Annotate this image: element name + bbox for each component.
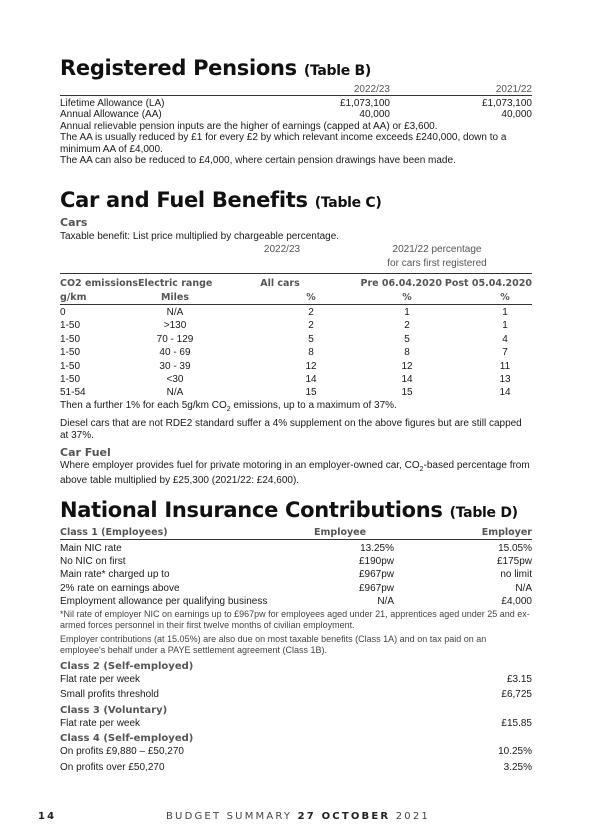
range-cell: >130 (163, 320, 187, 332)
co2-cell: 1-50 (60, 374, 81, 386)
nic-label: Main rate* charged up to (60, 569, 170, 581)
table-d-section (60, 498, 532, 775)
range-cell: <30 (166, 374, 184, 386)
class2-heading: Class 2 (Self-employed) (60, 660, 194, 672)
cars-intro: Taxable benefit: List price multiplied by chargeable percentage. (60, 231, 340, 242)
year-2021-22: 2021/22 percentage (392, 243, 482, 255)
rate-label: Small profits threshold (60, 689, 159, 701)
table-row (60, 555, 532, 568)
nil-rate-note: *Nil rate of employer NIC on earnings up to £967pw for employees aged under 21, apprentices aged under 25 and ex-armed forces personnel in their first twelve months of civilian employment. (60, 608, 530, 630)
co2-cell: 0 (60, 307, 66, 319)
pension-note: The AA is usually reduced by £1 for every £2 by which relevant income exceeds £240,000, down to a minimum AA of £4,000. (60, 132, 507, 155)
employer-value: £175pw (496, 556, 532, 568)
class1-rows (60, 542, 532, 608)
table-row (60, 360, 532, 373)
pre-2020-cell: 1 (404, 307, 410, 319)
all-cars-cell: 12 (305, 360, 317, 372)
rate-value: 3.25% (503, 761, 532, 773)
pension-note: The AA can also be reduced to £4,000, where certain pension drawings have been made. (60, 155, 456, 167)
table-row (60, 373, 532, 386)
class3-rows (60, 716, 532, 732)
post-2020-cell: 13 (499, 374, 511, 386)
range-cell: 30 - 39 (159, 360, 191, 372)
nic-label: Main NIC rate (60, 543, 122, 554)
all-cars-cell: 14 (305, 374, 317, 386)
employer-contrib-note: Employer contributions (at 15.05%) are also due on most taxable benefits (Class 1A) and on tax paid on an employee's behalf under a PAYE settlement agreement (Class 1B). (60, 633, 487, 655)
diesel-note: Diesel cars that are not RDE2 standard suffer a 4% supplement on the above figures but are still capped at 37%. (60, 418, 522, 442)
pre-2020-cell: 14 (401, 374, 413, 386)
post-2020-cell: 4 (502, 333, 508, 345)
post-2020-cell: 1 (502, 320, 508, 332)
section-title-nic (60, 498, 532, 522)
title-tag: (Table C) (314, 195, 382, 211)
post-2020-cell: 11 (499, 360, 511, 372)
table-row (60, 568, 532, 581)
car-fuel-heading: Car Fuel (60, 445, 111, 459)
class4-rows (60, 744, 532, 775)
cars-heading: Cars (60, 216, 88, 229)
table-row (60, 687, 532, 703)
post-2020-cell: 14 (499, 387, 511, 399)
all-cars-cell: 2 (308, 320, 314, 332)
title-tag: (Table D) (449, 505, 518, 521)
employee-value: £967pw (358, 569, 394, 581)
pension-note: Annual relievable pension inputs are the higher of earnings (capped at AA) or £3,600. (60, 120, 438, 132)
rate-label: On profits £9,880 – £50,270 (60, 746, 184, 758)
all-cars-cell: 8 (308, 347, 314, 359)
class3-heading: Class 3 (Voluntary) (60, 704, 168, 716)
co2-cell: 1-50 (60, 320, 81, 332)
all-cars-cell: 2 (308, 307, 314, 319)
divider (60, 273, 532, 274)
range-cell: 40 - 69 (159, 347, 191, 359)
rate-value: £6,725 (501, 689, 532, 701)
footer-title: BUDGET SUMMARY 27 OCTOBER 2021 (166, 811, 430, 822)
class4-heading: Class 4 (Self-employed) (60, 733, 194, 745)
nic-label: 2% rate on earnings above (60, 582, 180, 594)
car-years-header-2: for cars first registered (387, 258, 487, 270)
section-title-pensions (60, 56, 532, 80)
range-cell: N/A (166, 387, 184, 399)
rate-label: On profits over £50,270 (60, 761, 165, 773)
table-row (60, 595, 532, 608)
car-table-rows (60, 306, 532, 400)
table-b-header (60, 84, 532, 96)
employee-value: £190pw (358, 556, 394, 568)
page-footer (38, 811, 558, 822)
table-row (60, 333, 532, 346)
table-b-section (60, 56, 532, 167)
table-row (60, 582, 532, 595)
car-table-header: CO2 emissions Electric range All cars Pre 06.04.2020 Post 05.04.2020 (60, 277, 532, 289)
employer-value: £4,000 (501, 595, 532, 607)
title-text: Car and Fuel Benefits (60, 188, 308, 212)
table-row (60, 386, 532, 399)
all-cars-cell: 5 (308, 333, 314, 345)
rate-value: 10.25% (498, 746, 532, 758)
col-2021-22: 2021/22 (495, 84, 532, 95)
employer-value: no limit (500, 569, 532, 581)
co2-cell: 51-54 (60, 387, 86, 399)
co2-cell: 1-50 (60, 360, 81, 372)
table-row (60, 306, 532, 319)
employee-value: 13.25% (360, 543, 394, 554)
table-row (60, 716, 532, 732)
employer-value: 15.05% (498, 543, 532, 554)
table-row: Annual Allowance (AA) 40,000 40,000 (60, 109, 532, 120)
pre-2020-cell: 15 (401, 387, 413, 399)
employee-value: £967pw (358, 582, 394, 594)
range-cell: N/A (166, 307, 184, 319)
post-2020-cell: 7 (502, 347, 508, 359)
co2-further-note: Then a further 1% for each 5g/km $CO_2$ emissions, up to a maximum of 37%. (60, 399, 397, 413)
table-row (60, 760, 532, 776)
class1-header: Class 1 (Employees) Employee Employer (60, 527, 532, 538)
co2-cell: 1-50 (60, 347, 81, 359)
table-row (60, 672, 532, 688)
table-row (60, 542, 532, 555)
section-title-car-fuel (60, 188, 532, 212)
co2-cell: 1-50 (60, 333, 81, 345)
pre-2020-cell: 8 (404, 347, 410, 359)
employee-value: N/A (377, 595, 394, 607)
table-row: Lifetime Allowance (LA) £1,073,100 £1,073,100 (60, 97, 532, 109)
table-row (60, 744, 532, 760)
pre-2020-cell: 2 (404, 320, 410, 332)
table-row (60, 346, 532, 359)
nic-label: Employment allowance per qualifying business (60, 595, 268, 607)
title-text: Registered Pensions (60, 56, 297, 80)
post-2020-cell: 1 (502, 307, 508, 319)
table-b-rows (60, 98, 532, 121)
all-cars-cell: 15 (305, 387, 317, 399)
nic-label: No NIC on first (60, 556, 126, 568)
car-table-units: g/km Miles % % % (60, 292, 532, 305)
rate-value: £15.85 (501, 717, 532, 729)
rate-label: Flat rate per week (60, 673, 141, 685)
rate-value: £3.15 (506, 673, 532, 685)
table-row (60, 319, 532, 332)
employer-value: N/A (515, 582, 532, 594)
range-cell: 70 - 129 (156, 333, 194, 345)
class2-rows (60, 672, 532, 703)
year-2022-23: 2022/23 (263, 243, 301, 255)
title-text: National Insurance Contributions (60, 498, 443, 522)
col-2022-23: 2022/23 (353, 84, 390, 95)
rate-label: Flat rate per week (60, 717, 141, 729)
page-number: 14 (38, 811, 57, 822)
pre-2020-cell: 12 (401, 360, 413, 372)
car-fuel-text: Where employer provides fuel for private motoring in an employer-owned car, $CO_2$-based percentage from above table multiplied by £25,300 (2021/22: £24,600). (60, 459, 530, 487)
table-c-section (60, 188, 532, 487)
car-years-header (60, 244, 532, 256)
pre-2020-cell: 5 (404, 333, 410, 345)
title-tag: (Table B) (303, 63, 371, 79)
